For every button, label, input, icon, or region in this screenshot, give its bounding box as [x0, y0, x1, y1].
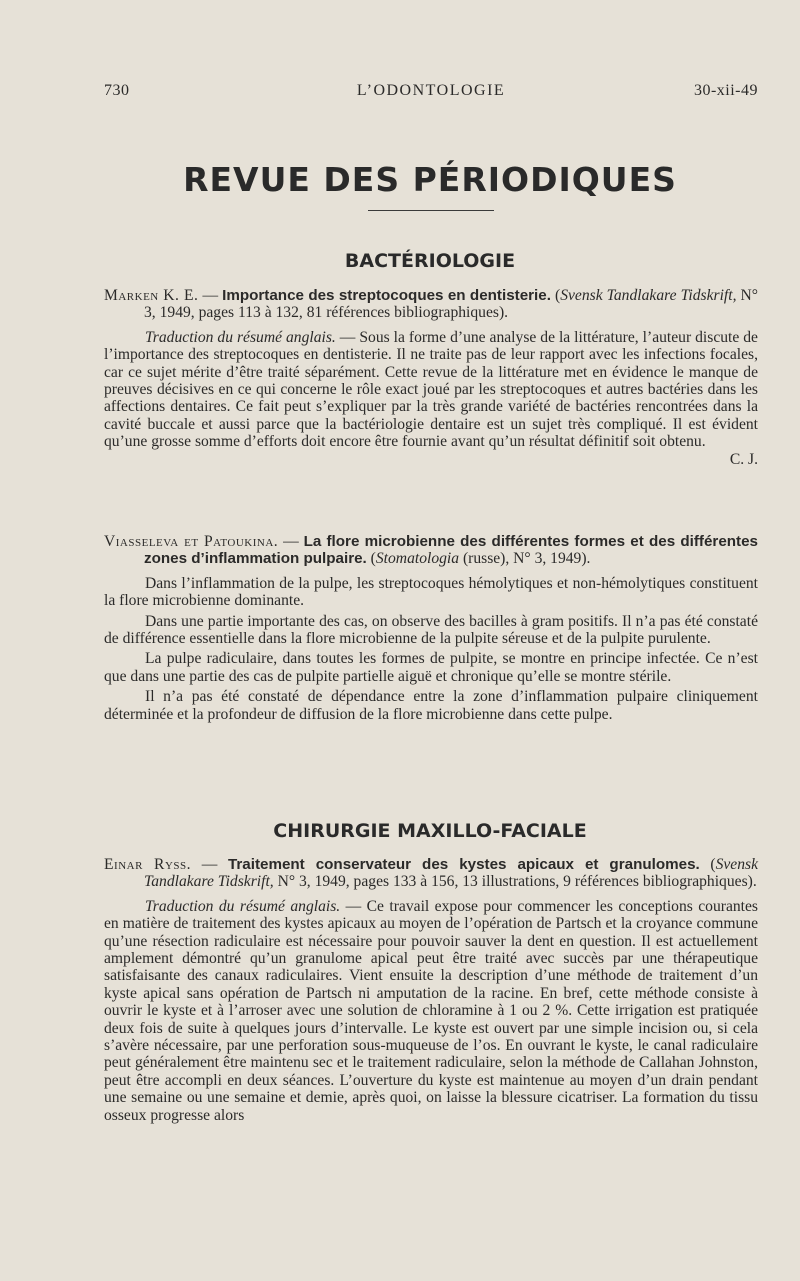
article-source: Svensk Tandlakare Tidskrift, — [144, 856, 759, 891]
journal-title: L’ODONTOLOGIE — [356, 82, 506, 99]
article-reference: N° 3, 1949, pages 113 à 132, 81 références bibliographiques). — [144, 287, 759, 322]
article-reference: (russe), N° 3, 1949). — [459, 550, 591, 568]
article-title: La flore microbienne des différentes formes et des différentes zones d’inflammation pulpaire. — [144, 533, 759, 568]
abstract-signature: C. J. — [729, 450, 758, 468]
article-author: Marken K. E. — [104, 287, 199, 304]
section-heading-bacteriologie: BACTÉRIOLOGIE — [344, 250, 516, 272]
page-title: REVUE DES PÉRIODIQUES — [183, 160, 677, 199]
article-paragraph: Dans une partie importante des cas, on observe des bacilles à gram positifs. Il n’a pas été constaté de différence essentielle dans la flore microbienne de la pulpite séreuse et de la pulpite purulente. — [104, 612, 758, 648]
article-title: Traitement conservateur des kystes apicaux et granulomes. — [227, 856, 700, 873]
article-paragraph: Dans l’inflammation de la pulpe, les streptocoques hémolytiques et non-hémolytiques constituent la flore microbienne dominante. — [104, 574, 758, 610]
article-author: Einar Ryss. — [104, 856, 192, 873]
page-number: 730 — [104, 82, 130, 99]
article-entry: Viasseleva et Patoukina. — La flore microbienne des différentes formes et des différentes zones d’inflammation pulpaire. (Stomatologia (russe), N° 3, 1949). Dans l’inflammation de la pulpe, les streptocoques hémolytiques et non-hémolytiques constituent la flore microbienne dominante. Dans une partie importante des cas, on observe des bacilles à gram positifs. Il n’a pas été constaté de différence essentielle dans la flore microbienne de la pulpite séreuse et de la pulpite purulente. La pulpe radiculaire, dans toutes les formes de pulpite, se montre en principe infectée. Ce n’est que dans une partie des cas de pulpite partielle aiguë et chronique qu’elle se montre stérile. Il n’a pas été constaté de dépendance entre la zone d’inflammation pulpaire cliniquement déterminée et la profondeur de diffusion de la flore microbienne dans cette pulpe. — [104, 533, 759, 723]
section-heading-chirurgie: CHIRURGIE MAXILLO-FACIALE — [273, 820, 587, 842]
article-abstract: Traduction du résumé anglais. — Ce travail expose pour commencer les conceptions courantes en matière de traitement des kystes apicaux au moyen de l’opération de Partsch et la croyance commune qu’une résection radiculaire est nécessaire pour pouvoir sauver la dent en question. Il est actuellement amplement démontré qu’un granulome apical peut être traité avec succès par une thérapeutique satisfaisante des canaux radiculaires. Vient ensuite la description d’une méthode de traitement d’un kyste apical sans opération de Partsch ni amputation de la racine. En bref, cette méthode consiste à ouvrir le kyste et à l’arroser avec une solution de chloramine à 1 ou 2 %. Cette irrigation est pratiquée deux fois de suite à quelques jours d’intervalle. Le kyste est ouvert par une simple incision ou, si cela s’avère nécessaire, par une perforation sous-muqueuse de l’os. En ouvrant le kyste, le canal radiculaire peut généralement être maintenu sec et le traitement radiculaire, selon la méthode de Callahan Johnston, peut être accompli en deux séances. L’ouverture du kyste est maintenue au moyen d’un drain pendant une semaine ou une semaine et demie, après quoi, on laisse la blessure cicatriser. La formation du tissu osseux progresse alors — [104, 897, 758, 1124]
article-abstract: Traduction du résumé anglais. — Sous la forme d’une analyse de la littérature, l’auteur discute de l’importance des streptocoques en dentisterie. Il ne traite pas de leur rapport avec les infections focales, car ce sujet mérite d’être traité séparément. Cette revue de la littérature met en évidence le manque de preuves décisives en ce qui concerne le rôle exact joué par les streptocoques et autres bactéries dans les affections dentaires. Ce fait peut s’expliquer par la très grande variété de bactéries rencontrées dans la cavité buccale et aussi parce que la bactériologie dentaire est un sujet très compliqué. Il est évident qu’une grosse somme d’efforts doit encore être fournie avant qu’un résultat définitif soit obtenu. C. J. — [104, 328, 758, 468]
article-author: Viasseleva et Patoukina. — [104, 533, 279, 550]
article-source: Stomatologia — [375, 550, 460, 568]
issue-date: 30-xii-49 — [693, 82, 758, 99]
article-reference: N° 3, 1949, pages 133 à 156, 13 illustrations, 9 références bibliographiques). — [273, 873, 757, 891]
article-paragraph: La pulpe radiculaire, dans toutes les formes de pulpite, se montre en principe infectée. Ce n’est que dans une partie des cas de pulpite partielle aiguë et chronique qu’elle se montre stérile. — [104, 650, 758, 685]
article-paragraph: Il n’a pas été constaté de dépendance entre la zone d’inflammation pulpaire cliniquement déterminée et la profondeur de diffusion de la flore microbienne dans cette pulpe. — [104, 688, 758, 723]
article-title: Importance des streptocoques en dentisterie. — [222, 287, 551, 304]
title-divider — [368, 210, 494, 211]
article-source: Svensk Tandlakare Tidskrift, — [560, 287, 737, 304]
article-entry: Einar Ryss. — Traitement conservateur des kystes apicaux et granulomes. (Svensk Tandlakare Tidskrift, N° 3, 1949, pages 133 à 156, 13 illustrations, 9 références bibliographiques). Traduction du résumé anglais. — Ce travail expose pour commencer les conceptions courantes en matière de traitement des kystes apicaux au moyen de l’opération de Partsch et la croyance commune qu’une résection radiculaire est nécessaire pour pouvoir sauver la dent en question. Il est actuellement amplement démontré qu’un granulome apical peut être traité avec succès par une thérapeutique satisfaisante des canaux radiculaires. Vient ensuite la description d’une méthode de traitement d’un kyste apical sans opération de Partsch ni amputation de la racine. En bref, cette méthode consiste à ouvrir le kyste et à l’arroser avec une solution de chloramine à 1 ou 2 %. Cette irrigation est pratiquée deux fois de suite à quelques jours d’intervalle. Le kyste est ouvert par une simple incision ou, si cela s’avère nécessaire, par une perforation sous-muqueuse de l’os. En ouvrant le kyste, le canal radiculaire peut généralement être maintenu sec et le traitement radiculaire, selon la méthode de Callahan Johnston, peut être accompli en deux séances. L’ouverture du kyste est maintenue au moyen d’un drain pendant une semaine ou une semaine et demie, après quoi, on laisse la blessure cicatriser. La formation du tissu osseux progresse alors — [104, 856, 759, 1124]
article-entry: Marken K. E. — Importance des streptocoques en dentisterie. (Svensk Tandlakare Tidskrift, N° 3, 1949, pages 113 à 132, 81 références bibliographiques). Traduction du résumé anglais. — Sous la forme d’une analyse de la littérature, l’auteur discute de l’importance des streptocoques en dentisterie. Il ne traite pas de leur rapport avec les infections focales, car ce sujet mérite d’être traité séparément. Cette revue de la littérature met en évidence le manque de preuves décisives en ce qui concerne le rôle exact joué par les streptocoques et autres bactéries dans les affections dentaires. Ce fait peut s’expliquer par la très grande variété de bactéries rencontrées dans la cavité buccale et aussi parce que la bactériologie dentaire est un sujet très compliqué. Il est évident qu’une grosse somme d’efforts doit encore être fournie avant qu’un résultat définitif soit obtenu. C. J. — [104, 287, 759, 468]
